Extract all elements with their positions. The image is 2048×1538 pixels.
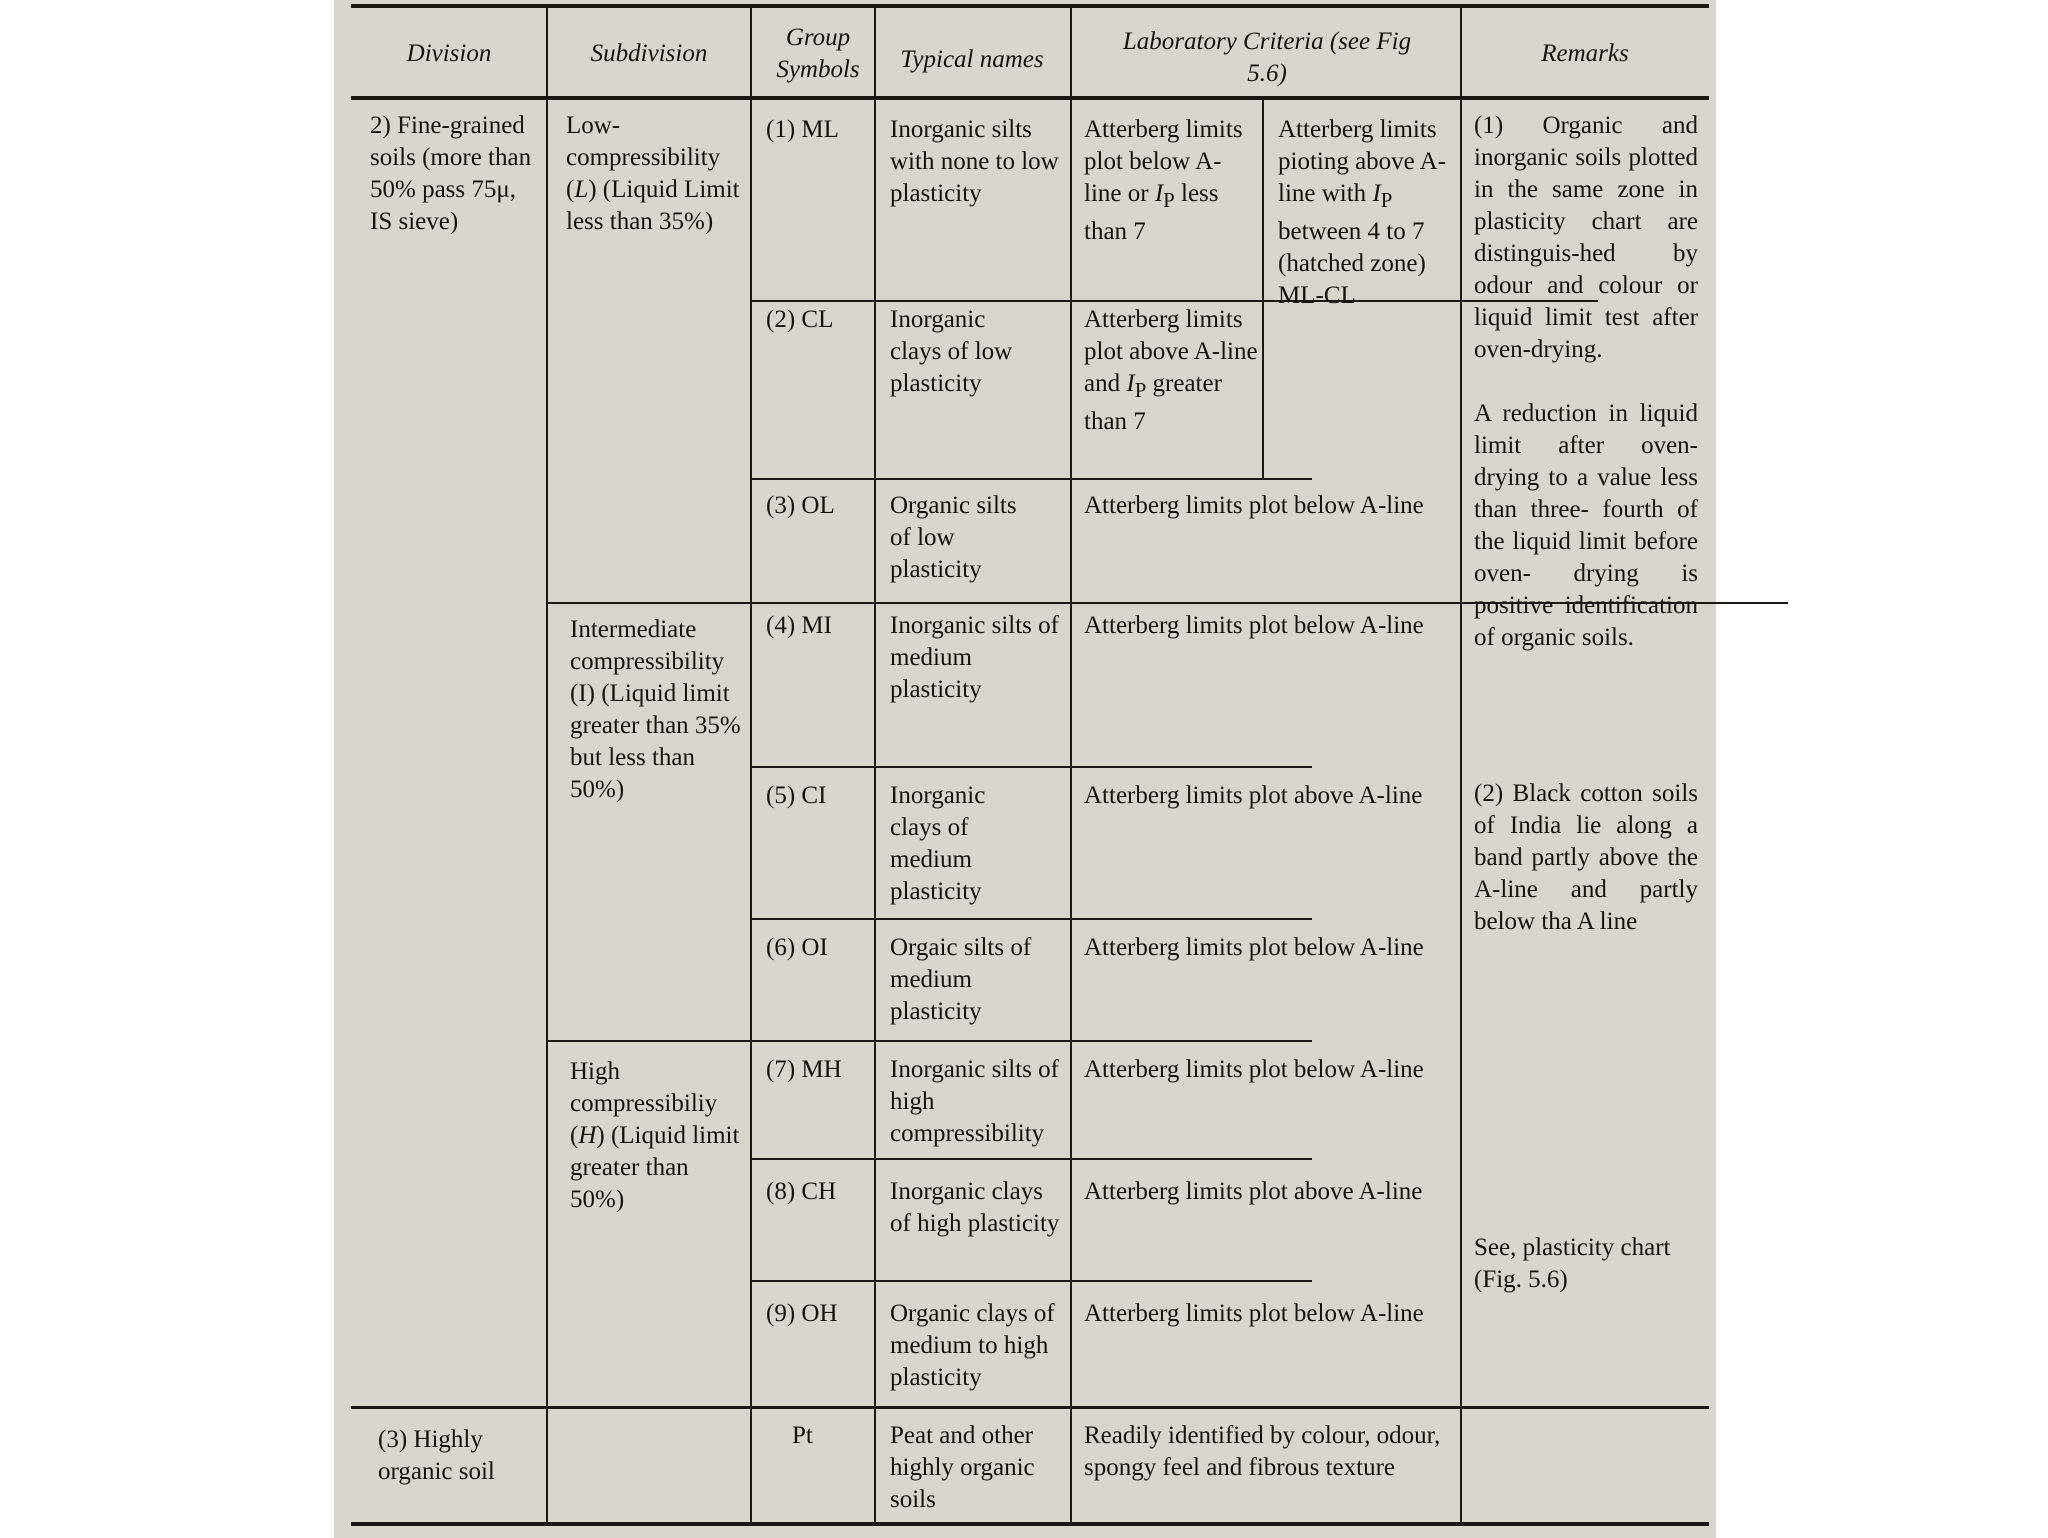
subdivision-intermediate-compressibility: Intermediate compressibility (I) (Liquid limit greater than 35% but less than 50%) [570, 616, 741, 803]
typical-name: Organic clays of medium to high plasticity [890, 1300, 1055, 1391]
criteria-cl: Atterberg limits plot above A-line and $I_P$ greater than 7 [1084, 306, 1258, 435]
criteria-ch: Atterberg limits plot above A-line [1084, 1178, 1423, 1205]
typical-name: Peat and other highly organic soils [890, 1422, 1035, 1513]
division-highly-organic: (3) Highly organic soil [378, 1426, 495, 1485]
group-symbol: (4) MI [766, 612, 832, 639]
header-subdivision: Subdivision [590, 40, 708, 67]
table-bottom-rule [351, 1522, 1709, 1526]
group-symbol: (9) OH [766, 1300, 838, 1327]
column-divider [1262, 96, 1264, 480]
criteria-mi: Atterberg limits plot below A-line [1084, 612, 1424, 639]
typical-name: Organic silts of low plasticity [890, 492, 1017, 583]
criteria-oh: Atterberg limits plot below A-line [1084, 1300, 1424, 1327]
header-laboratory-criteria: Laboratory Criteria (see Fig 5.6) [1122, 28, 1412, 87]
header-remarks: Remarks [1541, 40, 1629, 67]
criteria-ml-cl: Atterberg limits pioting above A-line with $I_P$ between 4 to 7 (hatched zone) ML-CL [1278, 116, 1447, 309]
typical-name: Inorganic silts of high compressibility [890, 1056, 1059, 1147]
header-bottom-rule [351, 96, 1709, 100]
criteria-ol: Atterberg limits plot below A-line [1084, 492, 1424, 519]
header-group-symbols: Group Symbols [776, 24, 860, 83]
criteria-mh: Atterberg limits plot below A-line [1084, 1056, 1424, 1083]
typical-name: Inorganic silts with none to low plasticity [890, 116, 1059, 207]
division-fine-grained: 2) Fine-grained soils (more than 50% pass 75μ, IS sieve) [370, 112, 532, 235]
table-top-rule [351, 4, 1709, 8]
group-symbol: (1) ML [766, 116, 839, 143]
row-divider [752, 478, 1312, 480]
typical-name: Inorganic clays of medium plasticity [890, 782, 986, 905]
row-divider [752, 918, 1312, 920]
header-typical-names: Typical names [900, 46, 1044, 73]
remarks-black-cotton-soils: (2) Black cotton soils of India lie along a band partly above the A-line and partly below tha A line [1474, 780, 1698, 935]
typical-name: Orgaic silts of medium plasticity [890, 934, 1032, 1025]
row-divider [752, 1280, 1312, 1282]
remarks-organic-identification: (1) Organic and inorganic soils plotted in the same zone in plasticity chart are distinguis-hed by odour and colour or liquid limit test after oven-drying. [1474, 112, 1698, 363]
typical-name: Inorganic silts of medium plasticity [890, 612, 1059, 703]
group-symbol: (7) MH [766, 1056, 842, 1083]
group-symbol: (2) CL [766, 306, 834, 333]
row-divider [752, 300, 1598, 302]
row-divider [351, 1406, 1709, 1409]
subdivision-low-compressibility: Low-compressibility (L) (Liquid Limit less than 35%) [566, 112, 740, 235]
group-symbol: Pt [792, 1422, 813, 1449]
criteria-ml: Atterberg limits plot below A-line or $I_P$ less than 7 [1084, 116, 1243, 245]
header-division: Division [406, 40, 492, 67]
group-symbol: (6) OI [766, 934, 828, 961]
group-symbol: (5) CI [766, 782, 827, 809]
remarks-plasticity-chart: See, plasticity chart (Fig. 5.6) [1474, 1234, 1671, 1293]
row-divider [548, 1040, 1312, 1042]
column-divider [874, 4, 876, 1526]
typical-name: Inorganic clays of high plasticity [890, 1178, 1060, 1237]
column-divider [1070, 4, 1072, 1526]
group-symbol: (3) OL [766, 492, 835, 519]
typical-name: Inorganic clays of low plasticity [890, 306, 1013, 397]
column-divider [546, 4, 548, 1526]
criteria-pt: Readily identified by colour, odour, spongy feel and fibrous texture [1084, 1422, 1441, 1481]
column-divider [750, 4, 752, 1526]
scanned-page [334, 0, 1716, 1538]
row-divider [752, 1158, 1312, 1160]
group-symbol: (8) CH [766, 1178, 837, 1205]
row-divider [752, 766, 1312, 768]
subdivision-high-compressibility: High compressibiliy (H) (Liquid limit greater than 50%) [570, 1058, 740, 1213]
criteria-ci: Atterberg limits plot above A-line [1084, 782, 1423, 809]
column-divider [1460, 4, 1462, 1526]
criteria-oi: Atterberg limits plot below A-line [1084, 934, 1424, 961]
remarks-liquid-limit-reduction: A reduction in liquid limit after oven- drying to a value less than three- fourth of the liquid limit before oven- drying is positive identification of organic soils. [1474, 400, 1698, 651]
